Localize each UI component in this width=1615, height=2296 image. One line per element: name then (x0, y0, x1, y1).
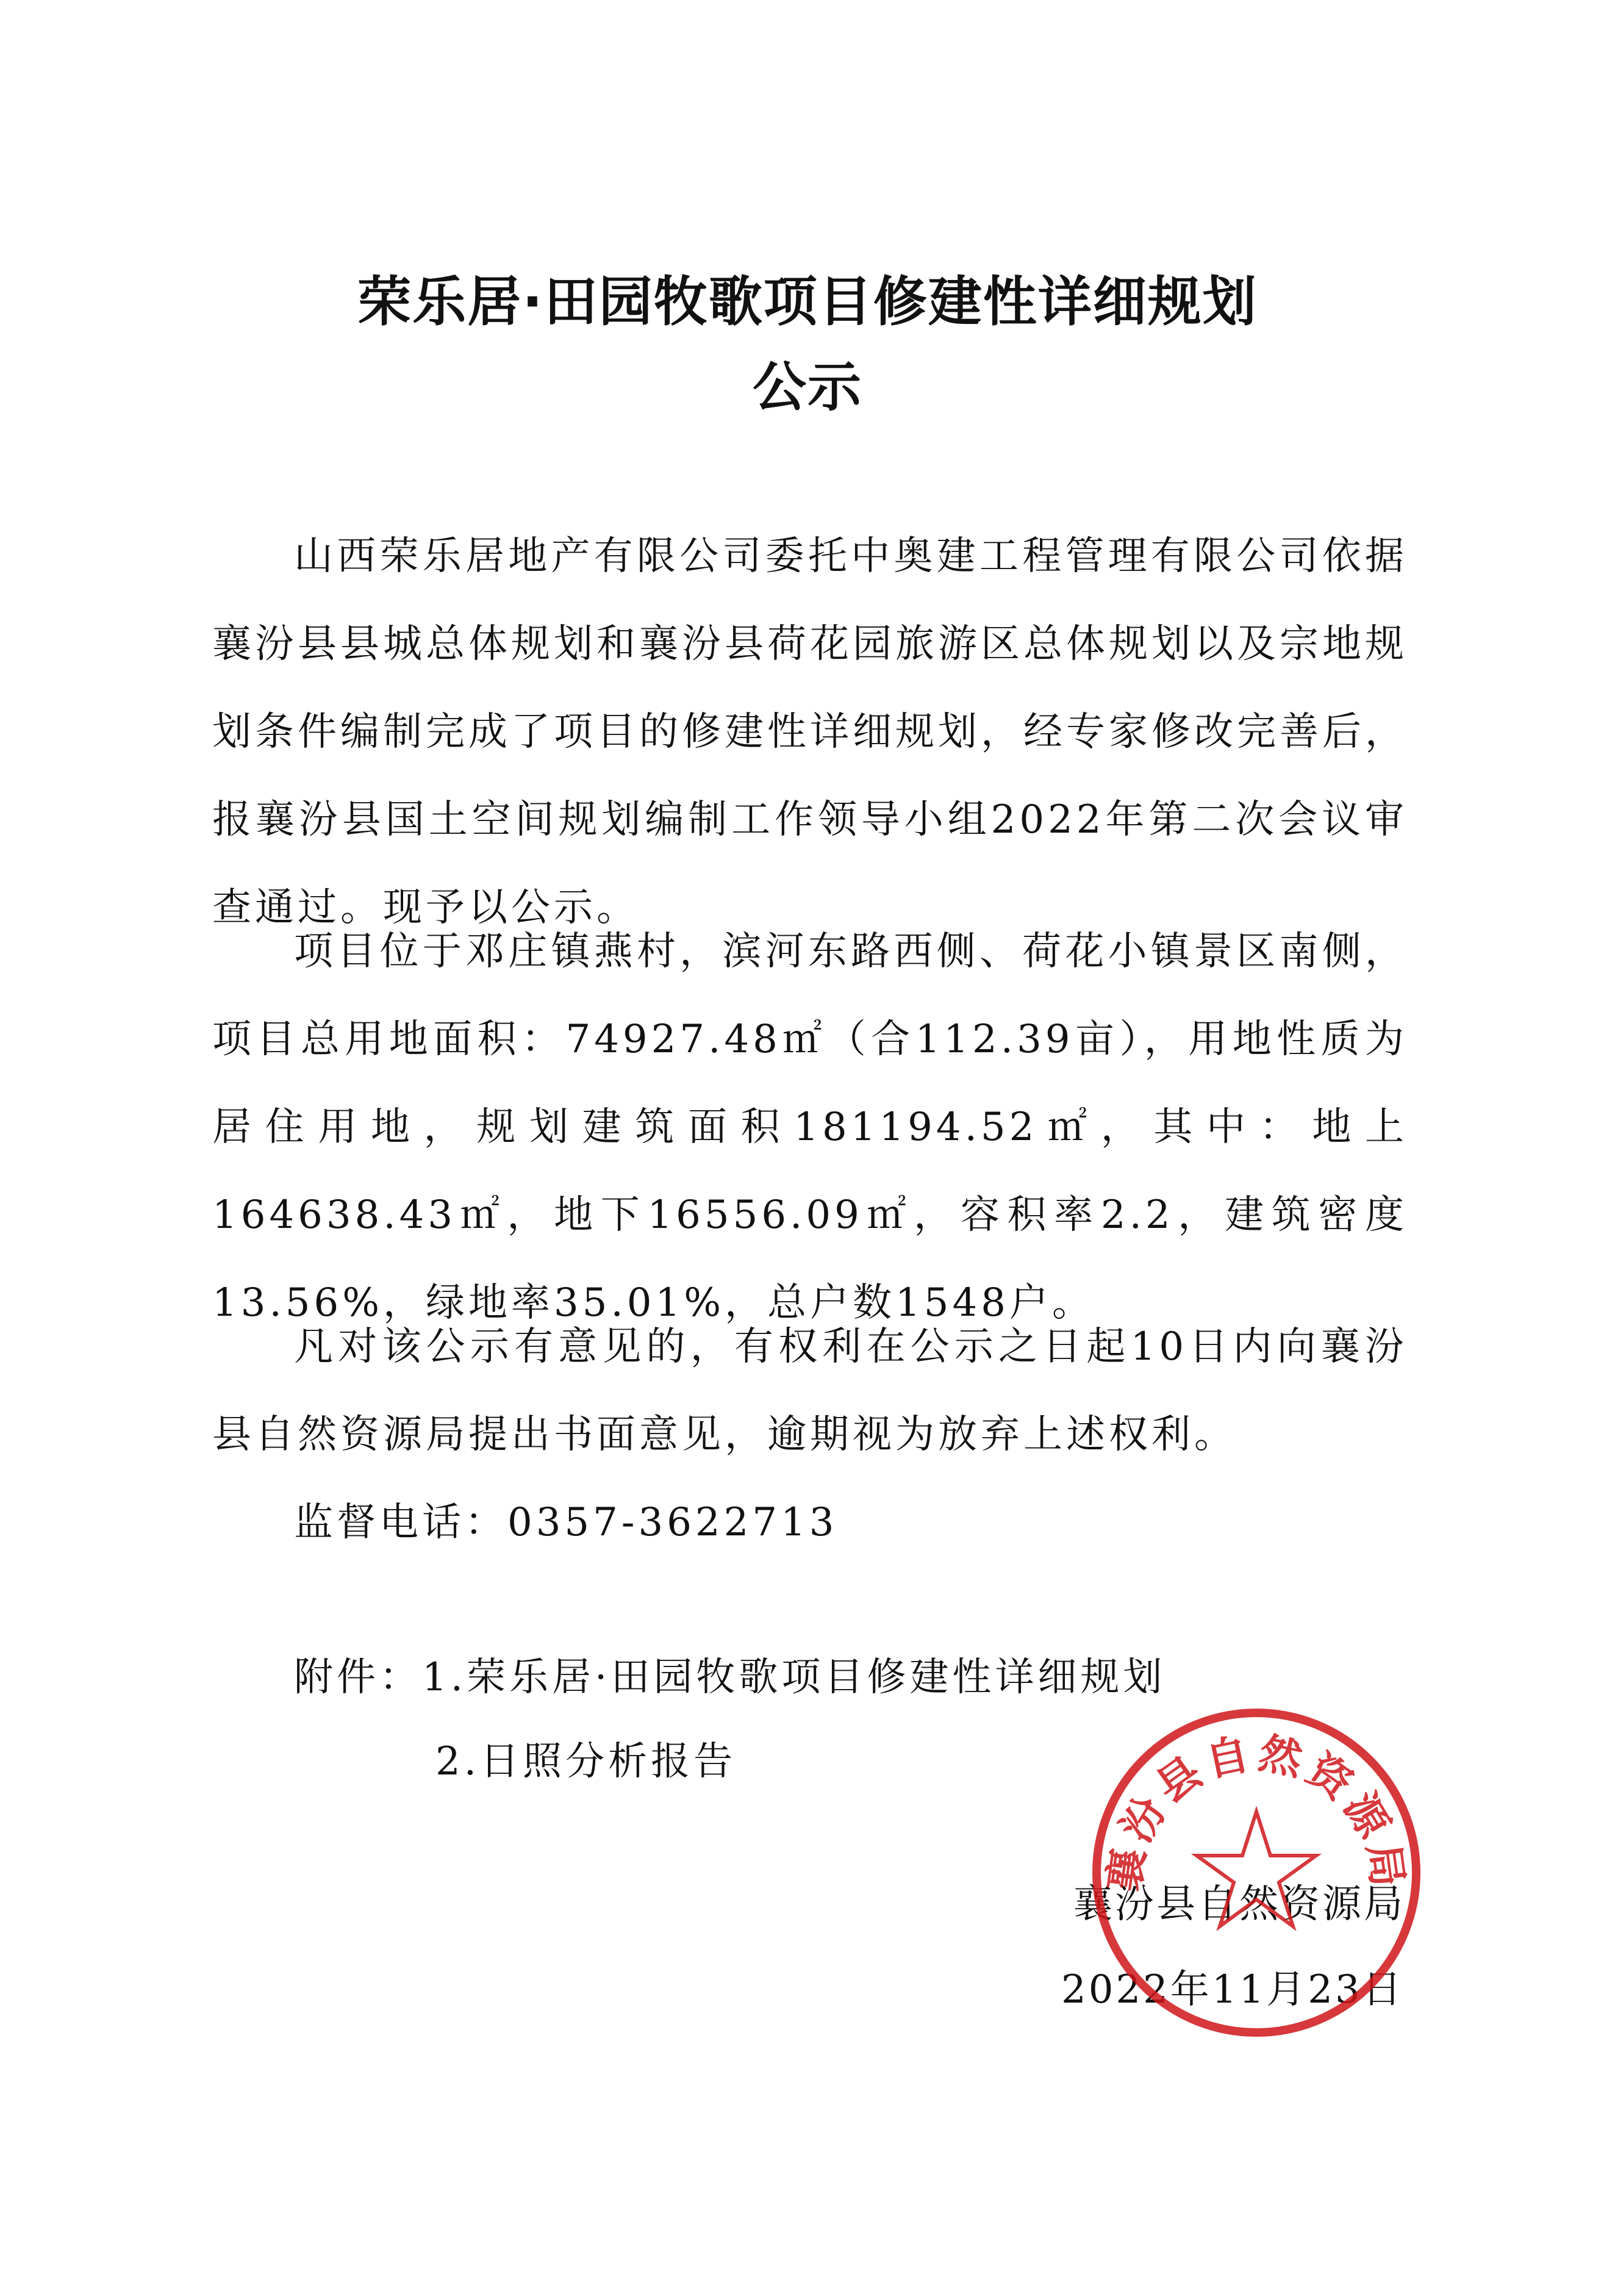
paragraph-text: 凡对该公示有意见的，有权利在公示之日起10日内向襄汾县自然资源局提出书面意见，逾期视为放弃上述权利。 (212, 1324, 1408, 1457)
paragraph-hotline (212, 1479, 1408, 1566)
issue-date: 2022年11月23日 (1061, 1967, 1404, 2012)
paragraph-text: 项目位于邓庄镇燕村，滨河东路西侧、荷花小镇景区南侧，项目总用地面积：74927.48㎡（合112.39亩），用地性质为居住用地，规划建筑面积181194.52㎡，其中：地上164638.43㎡，地下16556.09㎡，容积率2.2，建筑密度13.56%，绿地率35.01%，总户数1548户。 (212, 929, 1408, 1326)
attachment-item-1: 附件：1.荣乐居·田园牧歌项目修建性详细规划 (294, 1655, 1166, 1700)
issuer-name: 襄汾县自然资源局 (1073, 1882, 1405, 1927)
paragraph-objection-notice (212, 1303, 1408, 1479)
paragraph-project-details (212, 908, 1408, 1347)
seal-text: 襄汾县自然资源局 (1099, 1727, 1414, 1895)
seal-arc-text (1099, 1727, 1414, 1894)
document-title: 荣乐居·田园牧歌项目修建性详细规划 (357, 270, 1258, 333)
paragraph-text: 山西荣乐居地产有限公司委托中奥建工程管理有限公司依据襄汾县县城总体规划和襄汾县荷花园旅游区总体规划以及宗地规划条件编制完成了项目的修建性详细规划，经专家修改完善后，报襄汾县国土空间规划编制工作领导小组2022年第二次会议审查通过。现予以公示。 (212, 534, 1408, 930)
paragraph-intro (212, 512, 1408, 952)
document-subtitle: 公示 (752, 356, 862, 418)
attachment-item-2: 2.日照分析报告 (435, 1739, 737, 1784)
supervision-phone: 监督电话：0357-3622713 (294, 1500, 838, 1545)
